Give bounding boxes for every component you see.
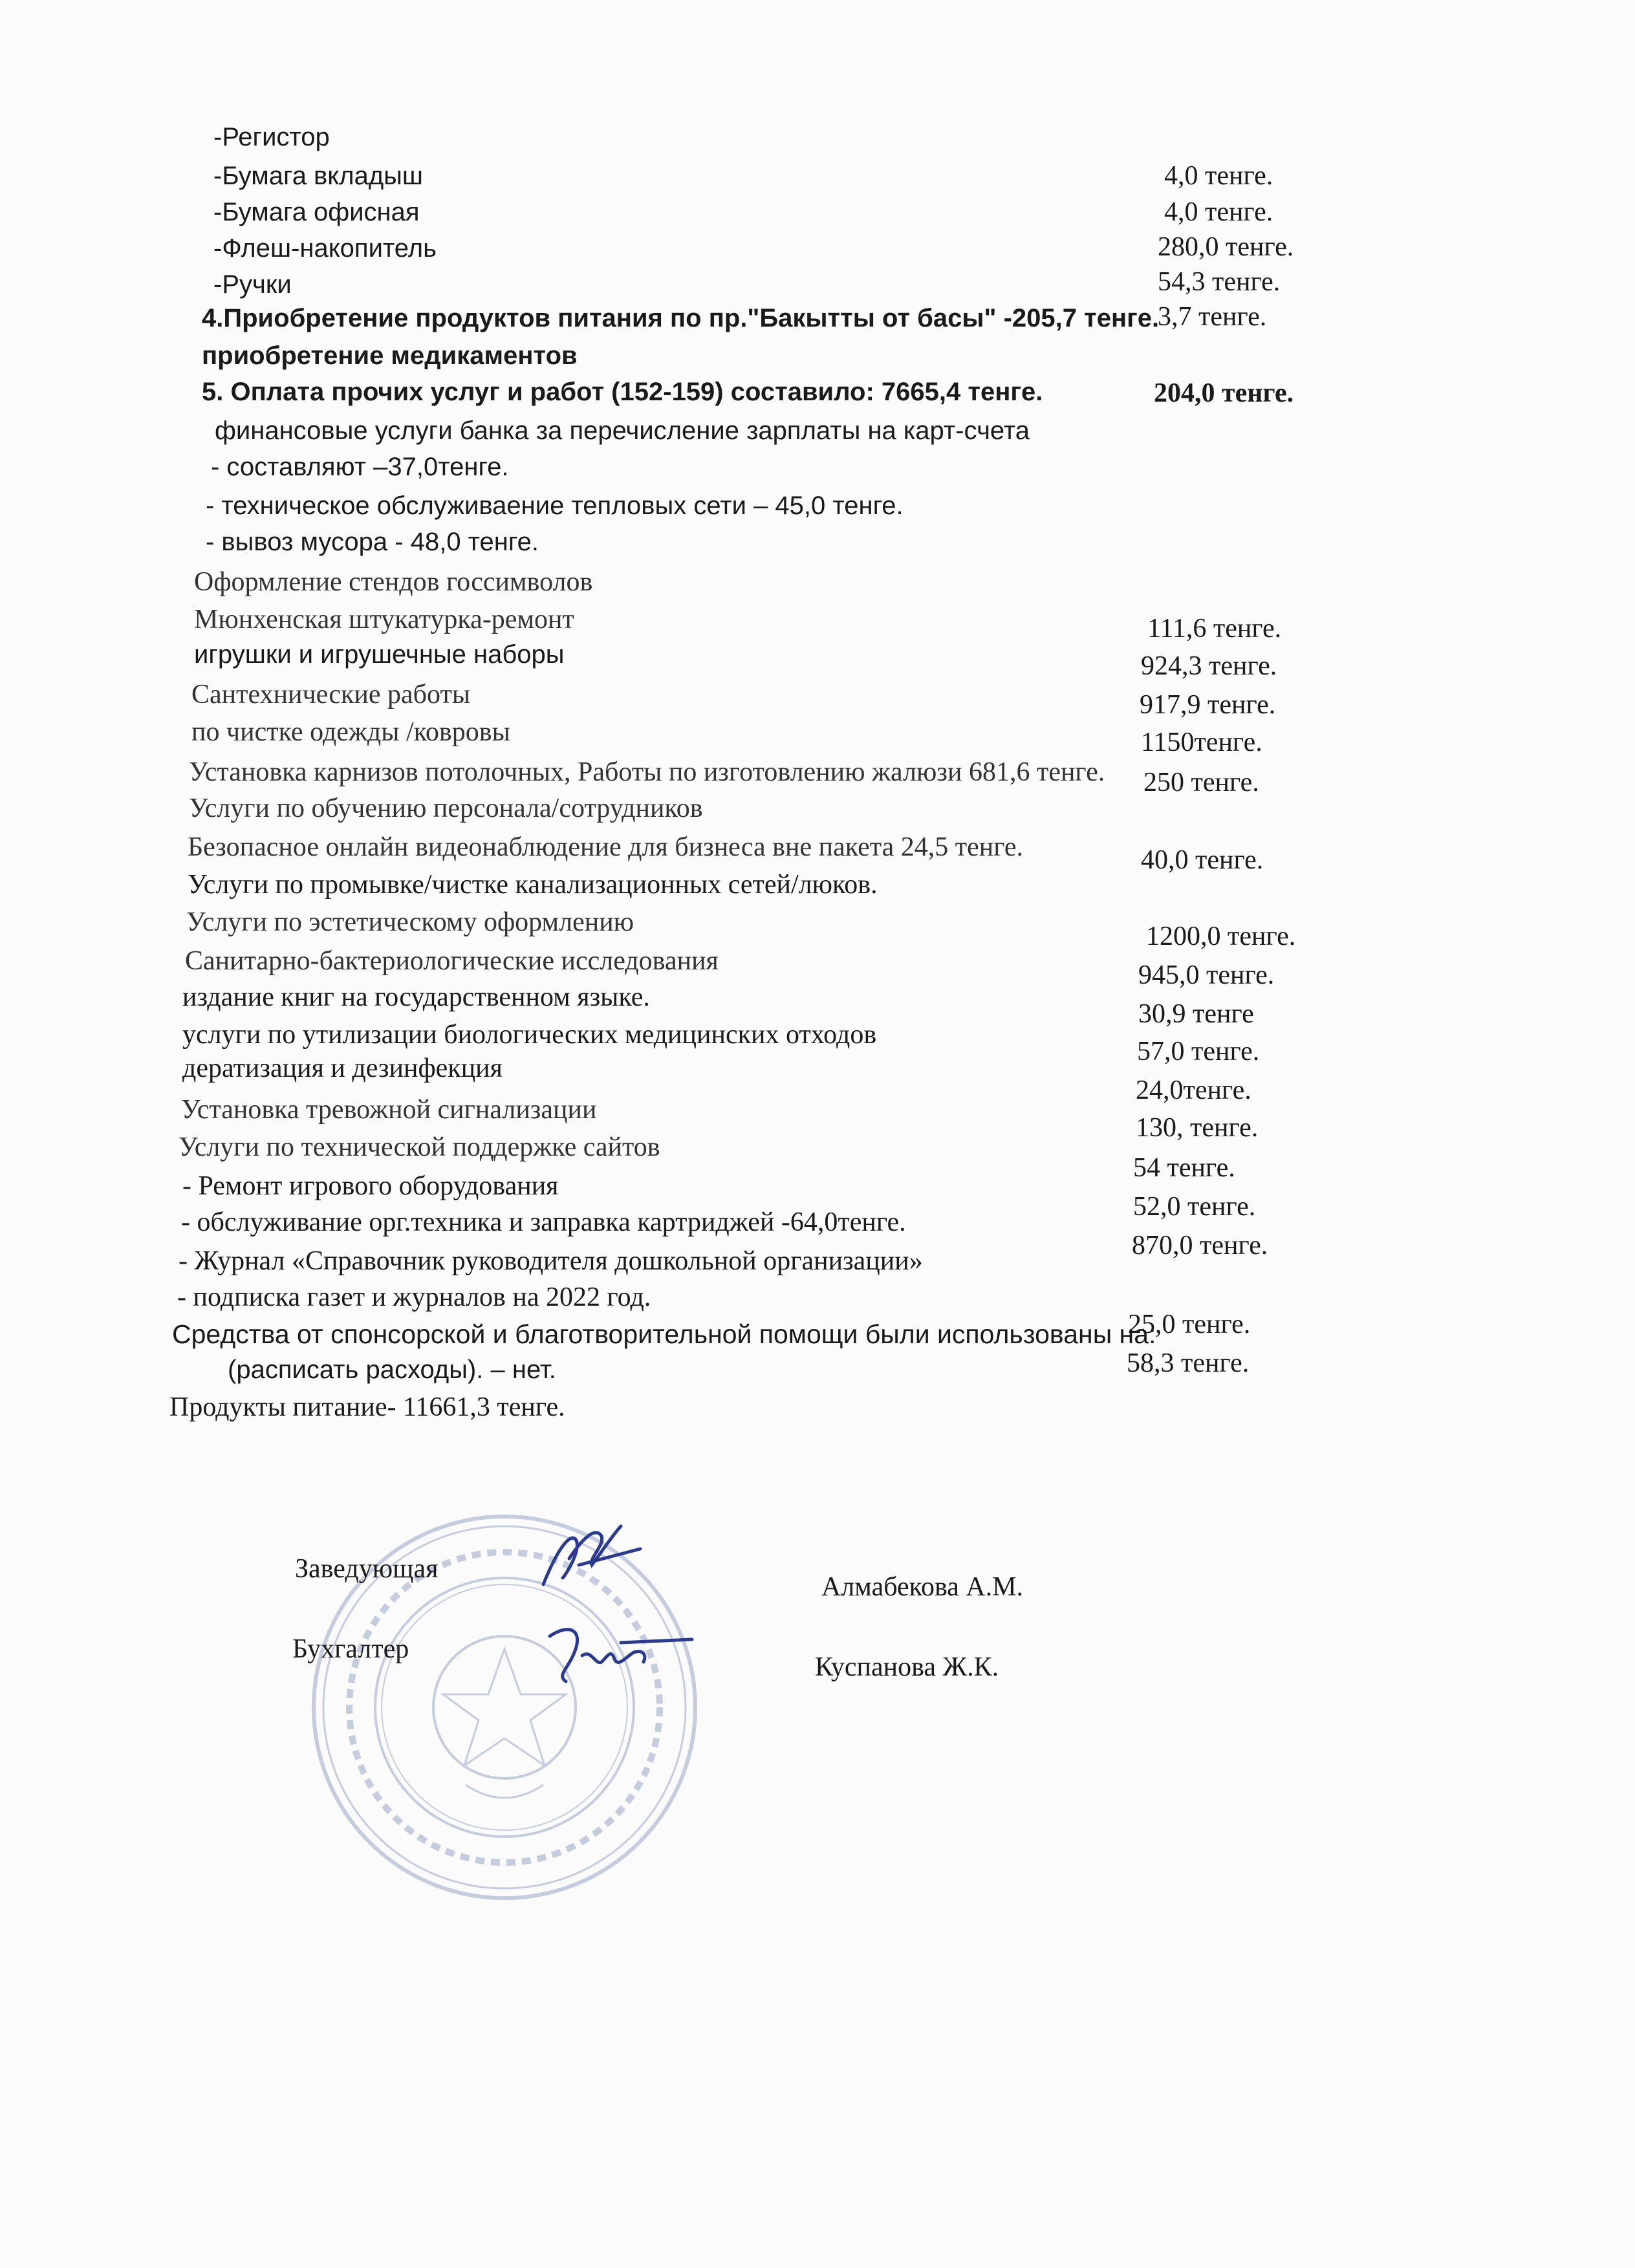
accountant-signature	[530, 1610, 698, 1707]
amount-flash-drive: 54,3 тенге.	[1158, 267, 1281, 297]
line-alarm-install: Установка тревожной сигнализации	[181, 1095, 597, 1125]
head-title: Заведующая	[295, 1554, 439, 1584]
line-sponsorship: Средства от спонсорской и благотворительной помощи были использованы на:	[172, 1319, 1156, 1349]
amount-state-symbols: 111,6 тенге.	[1147, 614, 1282, 643]
amount-plumbing: 1150тенге.	[1141, 728, 1262, 757]
line-sponsorship-note: (расписать расходы). – нет.	[228, 1355, 556, 1384]
line-aesthetic-design: Услуги по эстетическому оформлению	[186, 907, 634, 937]
line-food-purchase: 4.Приобретение продуктов питания по пр."Бакытты от басы" -205,7 тенге.	[202, 304, 1160, 332]
line-sewer-cleaning: Услуги по промывке/чистке канализационных сетей/люков.	[188, 870, 878, 900]
line-website-support: Услуги по технической поддержке сайтов	[179, 1132, 660, 1162]
amount-books: 57,0 тенге.	[1137, 1037, 1260, 1066]
accountant-name: Куспанова Ж.К.	[815, 1652, 999, 1682]
line-food-total: Продукты питание- 11661,3 тенге.	[169, 1392, 565, 1422]
line-medical-waste: услуги по утилизации биологических медицинских отходов	[182, 1020, 877, 1050]
line-toys: игрушки и игрушечные наборы	[194, 640, 565, 669]
amount-cleaning: 250 тенге.	[1143, 768, 1259, 797]
line-heating-maintenance: - техническое обслуживаение тепловых сети – 45,0 тенге.	[206, 491, 904, 520]
line-office-equipment: - обслуживание орг.техника и заправка картриджей -64,0тенге.	[181, 1207, 906, 1237]
line-bank-services: финансовые услуги банка за перечисление зарплаты на карт-счета	[215, 416, 1030, 445]
amount-registor: 4,0 тенге.	[1164, 161, 1273, 191]
amount-pest-control: 130, тенге.	[1136, 1113, 1259, 1143]
line-medicine-purchase: приобретение медикаментов	[202, 341, 578, 370]
line-garbage: - вывоз мусора - 48,0 тенге.	[206, 528, 539, 556]
line-journal: - Журнал «Справочник руководителя дошкольной организации»	[179, 1246, 923, 1276]
accountant-title: Бухгалтер	[292, 1634, 409, 1664]
line-plaster-repair: Мюнхенская штукатурка-ремонт	[194, 605, 574, 634]
amount-training: 40,0 тенге.	[1141, 845, 1264, 875]
amount-medical-waste: 24,0тенге.	[1136, 1075, 1251, 1105]
line-staff-training: Услуги по обучению персонала/сотрудников	[189, 794, 703, 823]
line-pens: -Ручки	[213, 270, 292, 299]
line-registor: -Регистор	[213, 123, 330, 151]
line-cleaning: по чистке одежды /ковровы	[191, 717, 510, 747]
amount-sanitary: 30,9 тенге	[1138, 999, 1254, 1029]
line-flash-drive: -Флеш-накопитель	[213, 234, 437, 263]
amount-pens: 3,7 тенге.	[1158, 302, 1267, 332]
amount-paper-insert: 4,0 тенге.	[1164, 197, 1273, 227]
head-signature	[530, 1513, 647, 1597]
amount-journal: 25,0 тенге.	[1128, 1310, 1251, 1339]
line-other-services-heading: 5. Оплата прочих услуг и работ (152-159) составило: 7665,4 тенге.	[202, 378, 1043, 406]
line-paper-insert: -Бумага вкладыш	[213, 162, 424, 190]
line-video-surveillance: Безопасное онлайн видеонаблюдение для бизнеса вне пакета 24,5 тенге.	[188, 832, 1024, 862]
line-pest-control: дератизация и дезинфекция	[182, 1053, 503, 1083]
amount-playground: 870,0 тенге.	[1132, 1231, 1268, 1260]
line-plumbing: Сантехнические работы	[191, 680, 471, 709]
amount-toys: 917,9 тенге.	[1140, 690, 1276, 720]
amount-sewer: 1200,0 тенге.	[1146, 922, 1296, 951]
line-bank-amount: - составляют –37,0тенге.	[211, 453, 509, 481]
line-cornices-blinds: Установка карнизов потолочных, Работы по изготовлению жалюзи 681,6 тенге.	[189, 757, 1105, 787]
amount-subscription: 58,3 тенге.	[1127, 1348, 1250, 1378]
line-playground-repair: - Ремонт игрового оборудования	[182, 1171, 559, 1201]
line-office-paper: -Бумага офисная	[213, 198, 420, 226]
line-sanitary-tests: Санитарно-бактериологические исследования	[185, 946, 719, 976]
amount-plaster: 924,3 тенге.	[1141, 651, 1277, 681]
amount-office-paper: 280,0 тенге.	[1158, 232, 1294, 262]
line-subscription: - подписка газет и журналов на 2022 год.	[177, 1282, 651, 1312]
head-name: Алмабекова А.М.	[821, 1572, 1024, 1602]
line-book-publishing: издание книг на государственном языке.	[182, 982, 650, 1012]
amount-website: 52,0 тенге.	[1133, 1192, 1256, 1222]
amount-aesthetic: 945,0 тенге.	[1138, 960, 1275, 990]
line-state-symbols: Оформление стендов госсимволов	[194, 567, 593, 597]
amount-alarm: 54 тенге.	[1133, 1153, 1235, 1183]
amount-medicine: 204,0 тенге.	[1154, 378, 1294, 408]
